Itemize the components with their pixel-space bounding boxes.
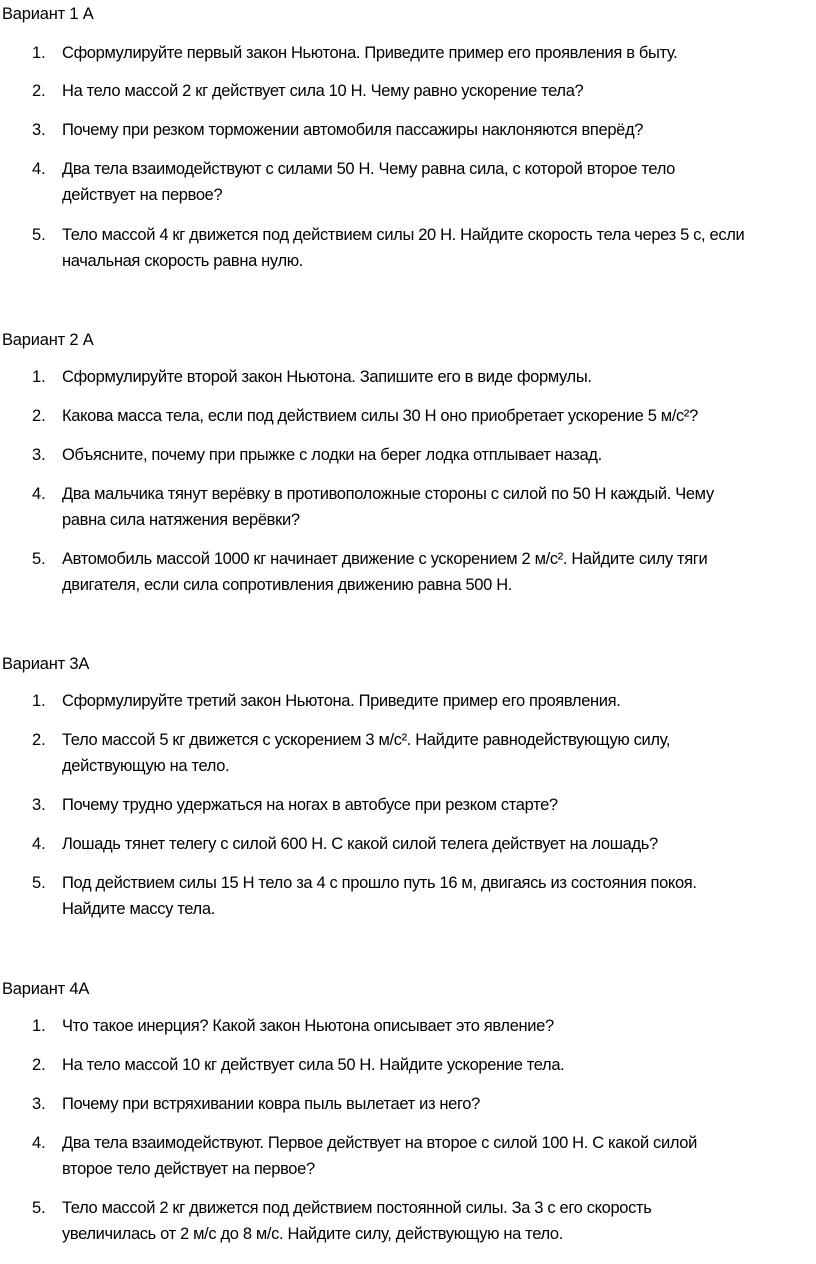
question-number: 5. — [32, 874, 46, 892]
question-text-continued: действующую на тело. — [62, 757, 230, 775]
question-text-continued: начальная скорость равна нулю. — [62, 252, 303, 270]
question-number: 2. — [32, 407, 46, 425]
question-text: Почему трудно удержаться на ногах в автобусе при резком старте? — [62, 796, 558, 814]
question-text: Почему при резком торможении автомобиля пассажиры наклоняются вперёд? — [62, 121, 644, 139]
question-text: Два тела взаимодействуют с силами 50 Н. Чему равна сила, с которой второе тело — [62, 160, 675, 178]
question-text: Сформулируйте третий закон Ньютона. Приведите пример его проявления. — [62, 692, 621, 710]
question-text: Автомобиль массой 1000 кг начинает движение с ускорением 2 м/с². Найдите силу тяги — [62, 550, 708, 568]
question-text-continued: Найдите массу тела. — [62, 900, 215, 918]
question-text: Почему при встряхивании ковра пыль вылетает из него? — [62, 1095, 480, 1113]
question-text: На тело массой 10 кг действует сила 50 Н. Найдите ускорение тела. — [62, 1056, 565, 1074]
question-number: 5. — [32, 226, 46, 244]
question-text: Сформулируйте второй закон Ньютона. Запишите его в виде формулы. — [62, 368, 592, 386]
question-number: 2. — [32, 82, 46, 100]
question-number: 5. — [32, 550, 46, 568]
question-number: 3. — [32, 1095, 46, 1113]
question-text: Два тела взаимодействуют. Первое действует на второе с силой 100 Н. С какой силой — [62, 1134, 697, 1152]
variant-title: Вариант 1 А — [2, 5, 94, 23]
question-number: 3. — [32, 121, 46, 139]
question-number: 4. — [32, 1134, 46, 1152]
question-number: 3. — [32, 796, 46, 814]
question-text-continued: действует на первое? — [62, 186, 223, 204]
question-number: 4. — [32, 485, 46, 503]
question-number: 2. — [32, 1056, 46, 1074]
question-number: 1. — [32, 368, 46, 386]
question-number: 1. — [32, 1017, 46, 1035]
question-text-continued: равна сила натяжения верёвки? — [62, 511, 300, 529]
question-number: 3. — [32, 446, 46, 464]
question-text: Лошадь тянет телегу с силой 600 Н. С какой силой телега действует на лошадь? — [62, 835, 658, 853]
question-number: 1. — [32, 44, 46, 62]
variant-title: Вариант 3А — [2, 655, 90, 673]
question-text-continued: увеличилась от 2 м/с до 8 м/с. Найдите силу, действующую на тело. — [62, 1225, 563, 1243]
question-number: 4. — [32, 835, 46, 853]
question-number: 4. — [32, 160, 46, 178]
variant-title: Вариант 2 А — [2, 331, 94, 349]
question-number: 2. — [32, 731, 46, 749]
question-text-continued: второе тело действует на первое? — [62, 1160, 315, 1178]
question-text: Сформулируйте первый закон Ньютона. Приведите пример его проявления в быту. — [62, 44, 678, 62]
question-text: Тело массой 4 кг движется под действием силы 20 Н. Найдите скорость тела через 5 с, если — [62, 226, 745, 244]
question-text: Какова масса тела, если под действием силы 30 Н оно приобретает ускорение 5 м/с²? — [62, 407, 698, 425]
question-number: 5. — [32, 1199, 46, 1217]
variant-title: Вариант 4А — [2, 980, 90, 998]
question-text: Объясните, почему при прыжке с лодки на берег лодка отплывает назад. — [62, 446, 602, 464]
question-text: Тело массой 2 кг движется под действием постоянной силы. За 3 с его скорость — [62, 1199, 652, 1217]
question-number: 1. — [32, 692, 46, 710]
question-text: Под действием силы 15 Н тело за 4 с прошло путь 16 м, двигаясь из состояния покоя. — [62, 874, 697, 892]
question-text-continued: двигателя, если сила сопротивления движению равна 500 Н. — [62, 576, 512, 594]
question-text: Тело массой 5 кг движется с ускорением 3 м/с². Найдите равнодействующую силу, — [62, 731, 671, 749]
question-text: Что такое инерция? Какой закон Ньютона описывает это явление? — [62, 1017, 554, 1035]
question-text: Два мальчика тянут верёвку в противоположные стороны с силой по 50 Н каждый. Чему — [62, 485, 714, 503]
question-text: На тело массой 2 кг действует сила 10 Н. Чему равно ускорение тела? — [62, 82, 584, 100]
